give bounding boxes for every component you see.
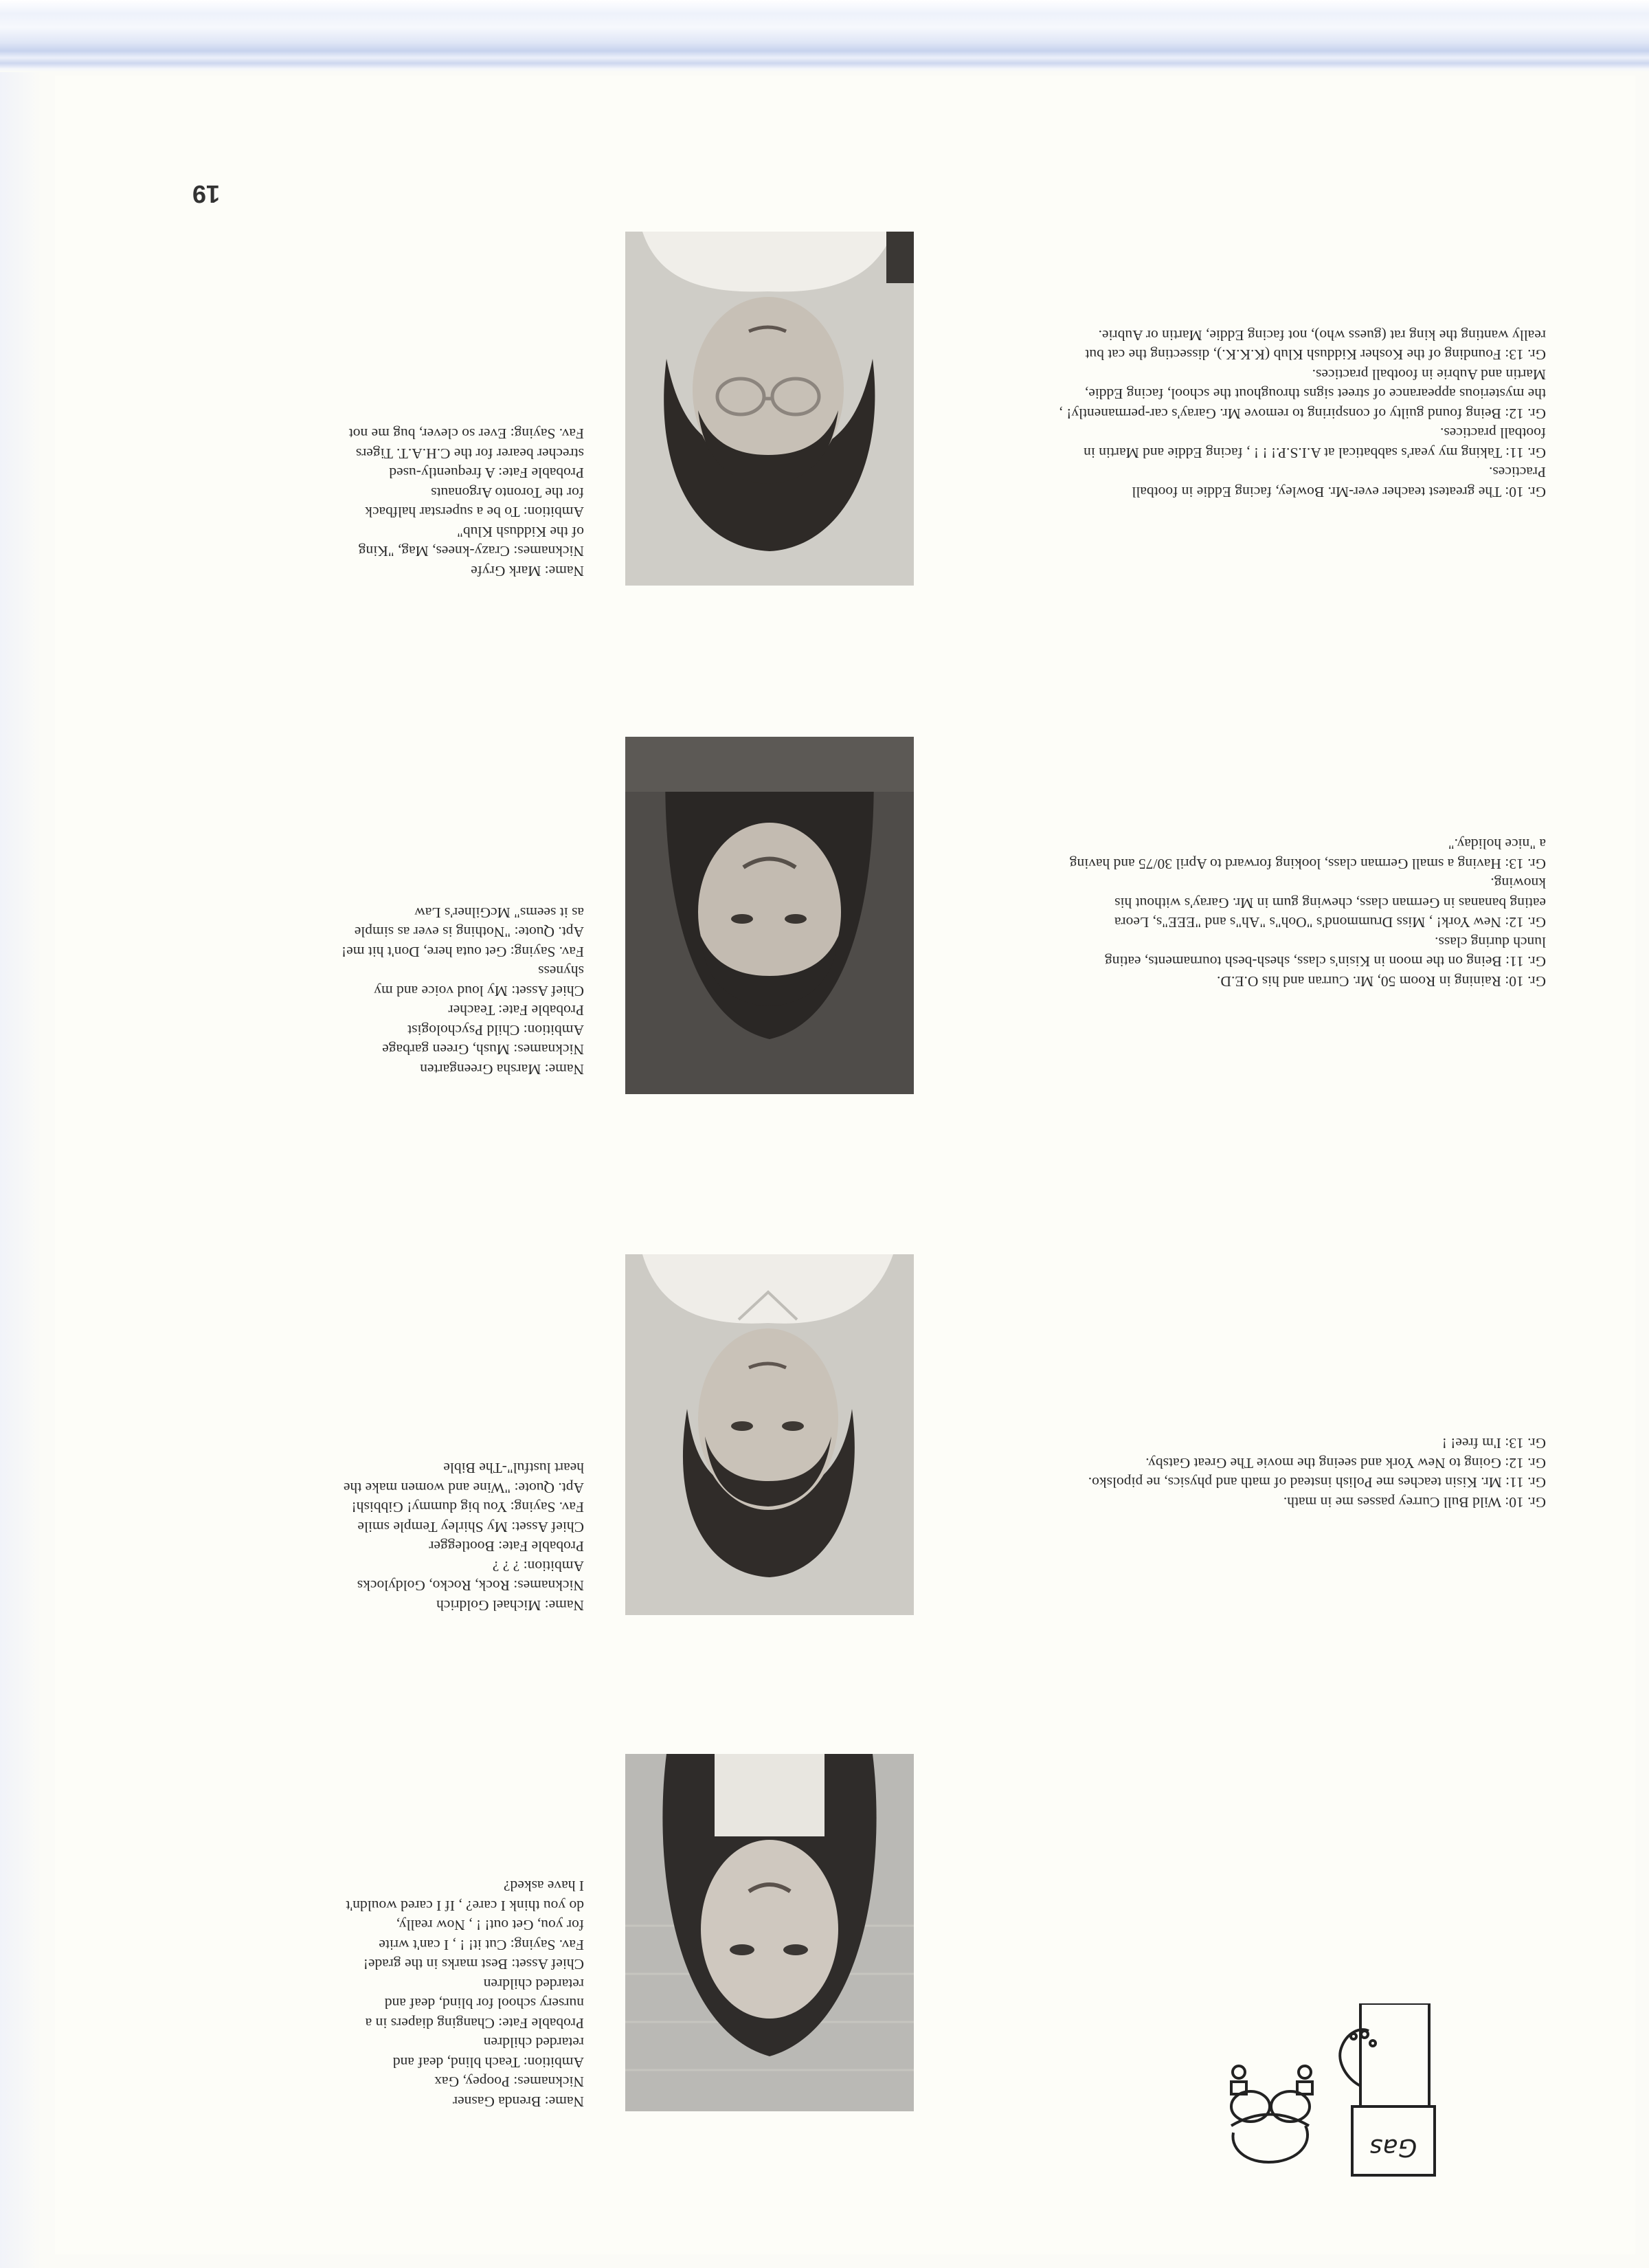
gas-mask-doodle	[1216, 2003, 1450, 2189]
page-number: 19	[192, 180, 220, 208]
page-content-rotated	[55, 76, 1635, 2254]
scan-edge-left	[0, 72, 44, 2268]
scan-edge-top	[0, 0, 1649, 72]
student-photo-brenda-gasner	[625, 1754, 914, 2111]
student-grades-mark-gryfe: Gr. 10: The greatest teacher ever-Mr. Bowley, facing Eddie in football Practices. Gr. 11: Taking my year's sabbatical at A.I.S.P.! ! ! , facing Eddie and Martin in football practices. Gr. 12: Being found guilty of conspiring to remove Mr. Garay's car-permanently! , the mysterious appearance of street signs throughout the school, facing Eddie, Martin and Aubrie in football practices. Gr. 13: Founding of the Kosher Kiddush Klub (K.K.K.), dissecting the cat but really wanting the king rat (guess who), not facing Eddie, Martin or Aubrie.	[1059, 327, 1546, 500]
doodle-label: Gas	[1369, 2133, 1417, 2161]
student-grades-michael-goldrich: Gr. 10: Wild Bull Currey passes me in math. Gr. 11: Mr. Kisin teaches me Polish instead of math and physics, ne pipolsko. Gr. 12: Going to New York and seeing the movie The Great Gatsby. Gr. 13: I'm free! !	[1088, 1435, 1546, 1511]
student-info-marsha-greengarten: Name: Marsha Greengarten Nicknames: Mush, Green garbage Ambition: Child Psychologist Probable Fate: Teacher Chief Asset: My loud voice and my shyness Fav. Saying: Get outa here, Don't hit me! Apt. Quote: "Nothing is ever as simple as it seems" McGilner's Law	[341, 904, 584, 1078]
student-grades-marsha-greengarten: Gr. 10: Raining in Room 50, Mr. Curran and his O.E.D. Gr. 11: Being on the moon in Kisin's class, shesh-besh tournaments, eating lunch during class. Gr. 12: New York! , Miss Drummond's "Ooh"s "Ah"s and "EEE"s, Leora eating bananas in German class, chewing gum in Mr. Garay's without his knowing. Gr. 13: Having a small German class, looking forward to April 30/75 and having a "nice holiday."	[1069, 836, 1546, 990]
student-info-michael-goldrich: Name: Michael Goldrich Nicknames: Rock, Rocko, Goldylocks Ambition: ? ? ? Probable Fate: Bootlegger Chief Asset: My Shirley Temple smile Fav. Saying: You big dummy! Gibbish! Apt. Quote: "Wine and women make the heart lustful"-The Bible	[343, 1460, 584, 1614]
student-info-mark-gryfe: Name: Mark Gryfe Nicknames: Crazy-knees, Mag, "King of the Kiddush Klub" Ambition: To be a superstar halfback for the Toronto Argonauts Probable Fate: A frequently-used strecher bearer for the C.H.A.T. Tigers Fav. Saying: Ever so clever, bug me not	[348, 425, 584, 579]
student-info-brenda-gasner: Name: Brenda Gasner Nicknames: Poopey, Gax Ambition: Teach blind, deaf and retarded children Probable Fate: Changing diapers in a nursery school for blind, deaf and retarded children Chief Asset: Best marks in the grade! Fav. Saying: Cut it! ! , I can't write for you, Get out! ! , Now really, do you think I care? , If I cared wouldn't I have asked?	[346, 1878, 584, 2110]
yearbook-page	[55, 76, 1635, 2254]
